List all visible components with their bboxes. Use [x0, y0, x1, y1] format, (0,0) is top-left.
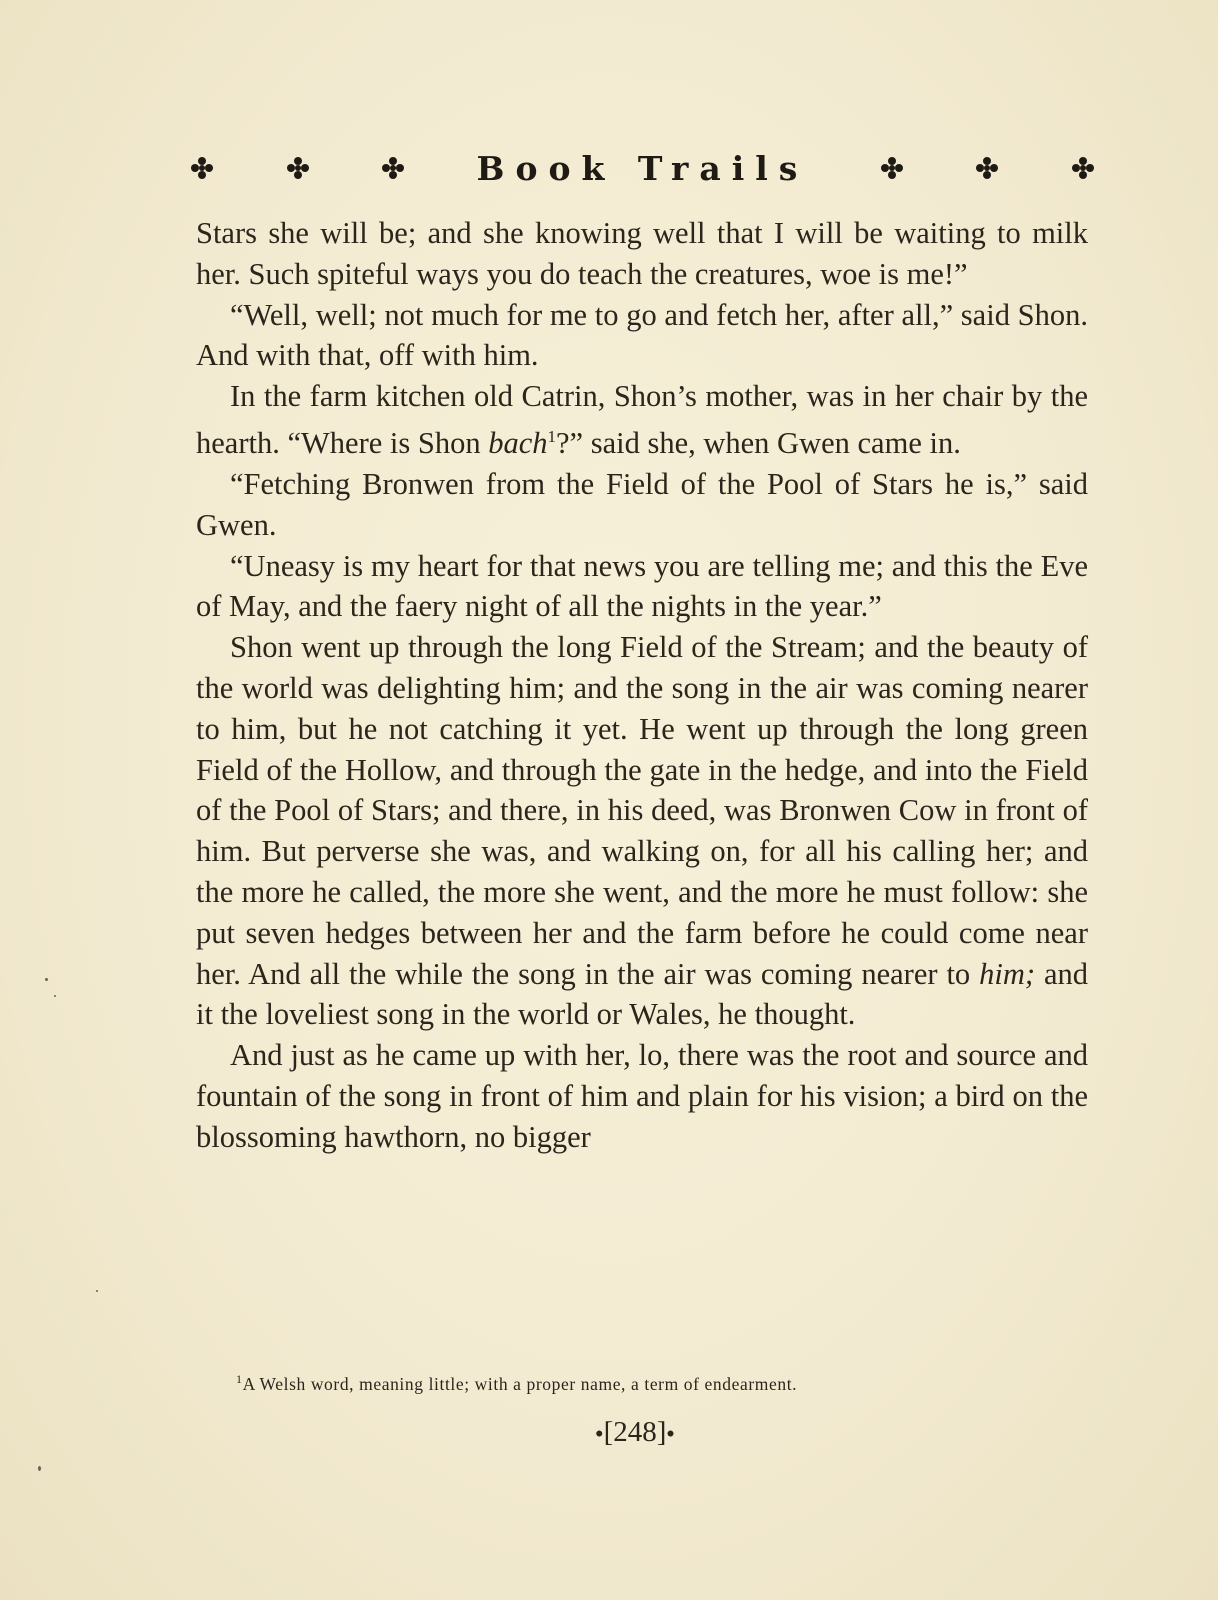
paper-speck	[96, 1290, 98, 1292]
folio-right-bracket: ]	[656, 1416, 667, 1448]
folio-left-bracket: [	[603, 1416, 614, 1448]
fleuron-ornament-icon	[286, 156, 310, 180]
fleuron-ornament-icon	[190, 156, 214, 180]
paragraph: “Fetching Bronwen from the Field of the Pool of Stars he is,” said Gwen.	[196, 466, 1088, 542]
footnote-marker: 1	[236, 1372, 243, 1386]
italic-word: him;	[979, 956, 1036, 991]
running-title: Book Trails	[476, 148, 809, 188]
footnote-text: A Welsh word, meaning little; with a proper name, a term of endearment.	[242, 1373, 798, 1394]
fleuron-ornament-icon	[975, 156, 999, 180]
text-run: Shon went up through the long Field of the Stream; and the beauty of the world was delighting him; and the song in the air was coming nearer to him, but he not catching it yet. He went up through the long green Field of the Hollow, and through the gate in the hedge, and into the Field of the Pool of Stars; and there, in his deed, was Bronwen Cow in front of him. But perverse she was, and walking on, for all his calling her; and the more he called, the more she went, and the more he must follow: she put seven hedges between her and the farm before he could come near her. And all the while the song in the air was coming nearer to	[196, 630, 1088, 991]
folio-number: 248	[613, 1416, 657, 1448]
italic-word: bach	[488, 426, 548, 461]
paper-speck	[38, 1466, 41, 1471]
text-run: In the farm kitchen old Catrin, Shon’s mother, was in her chair by the hearth. “Where is Shon	[196, 379, 1088, 461]
paragraph	[196, 376, 1088, 464]
paper-speck	[45, 978, 48, 981]
footnote-reference: 1	[547, 426, 556, 446]
paragraph: “Well, well; not much for me to go and fetch her, after all,” said Shon. And with that, off with him.	[196, 297, 1088, 373]
body-text	[196, 213, 1088, 1157]
fleuron-ornament-icon	[381, 156, 405, 180]
paragraph: Stars she will be; and she knowing well that I will be waiting to milk her. Such spiteful ways you do teach the creatures, woe is me!”	[196, 216, 1088, 291]
footnote	[236, 1372, 1036, 1395]
folio-ornament-left-icon: ●	[595, 1426, 604, 1442]
paper-speck	[54, 995, 56, 997]
folio-ornament-right-icon: ●	[666, 1426, 675, 1442]
fleuron-ornament-icon	[1071, 156, 1095, 180]
text-run: and it the loveliest song in the world or Wales, he thought.	[196, 956, 1088, 1032]
text-run: ?” said she, when Gwen came in.	[556, 426, 961, 461]
paragraph	[196, 627, 1088, 1035]
paragraph: And just as he came up with her, lo, there was the root and source and fountain of the song in front of him and plain for his vision; a bird on the blossoming hawthorn, no bigger	[196, 1038, 1088, 1154]
paragraph: “Uneasy is my heart for that news you are telling me; and this the Eve of May, and the faery night of all the nights in the year.”	[196, 548, 1088, 624]
fleuron-ornament-icon	[880, 156, 904, 180]
running-header	[190, 146, 1095, 190]
page-number	[560, 1416, 710, 1449]
